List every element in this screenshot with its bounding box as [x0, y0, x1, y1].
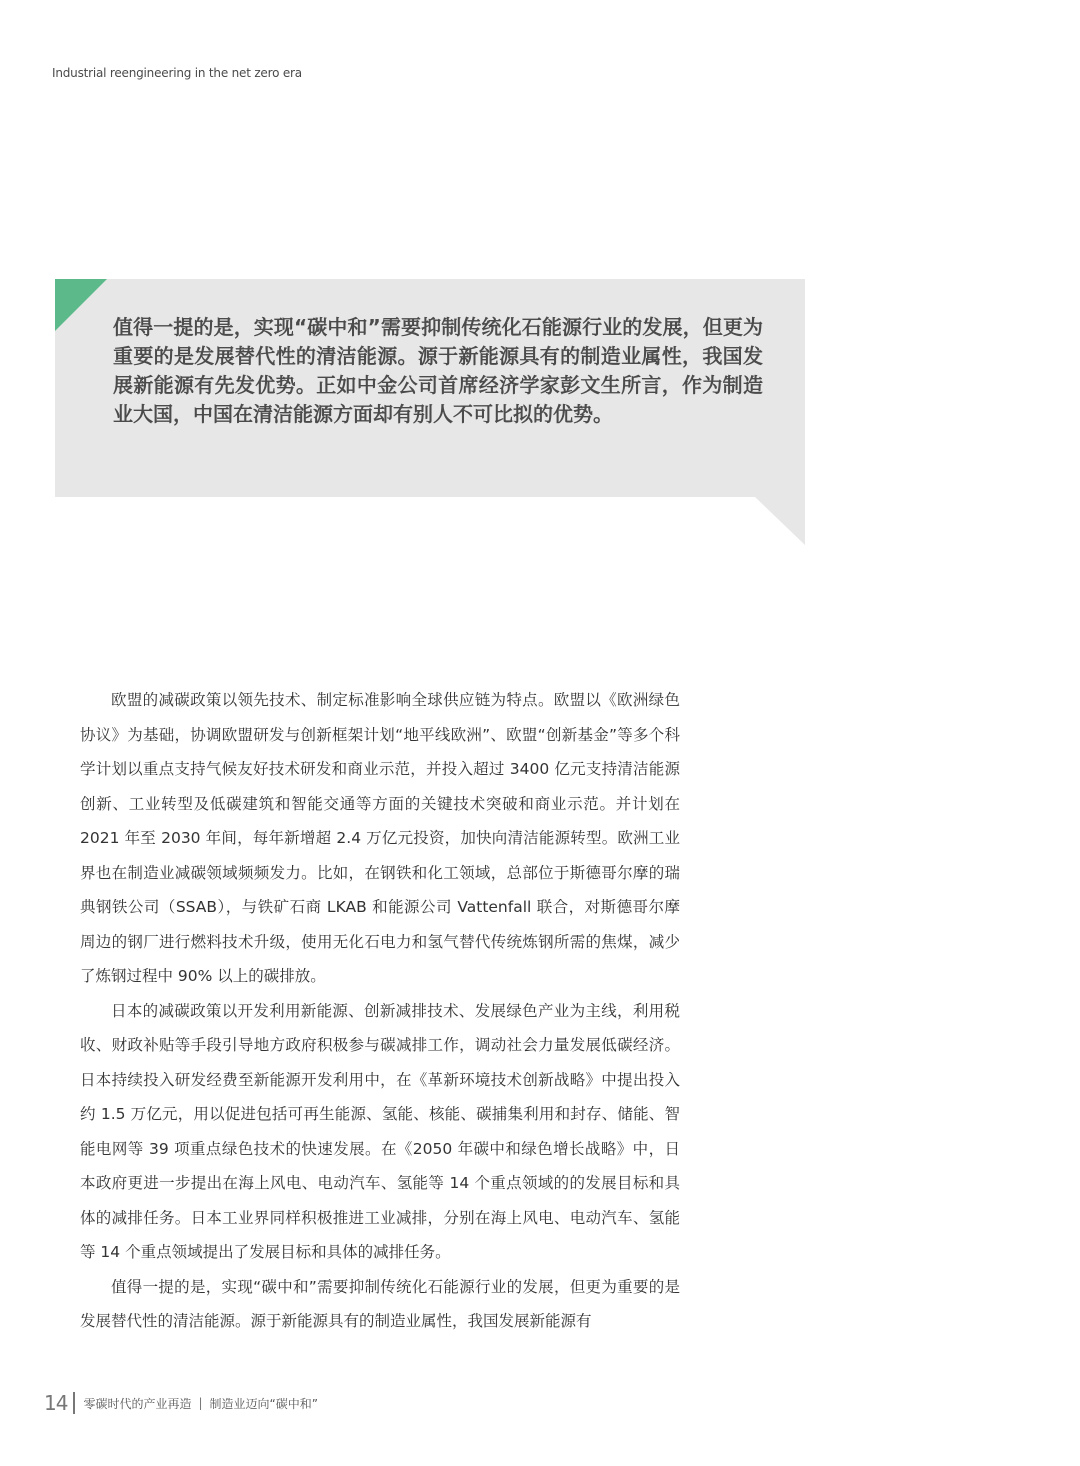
paragraph: 欧盟的减碳政策以领先技术、制定标准影响全球供应链为特点。欧盟以《欧洲绿色协议》为基础，协调欧盟研发与创新框架计划“地平线欧洲”、欧盟“创新基金”等多个科学计划以重点支持气候友好技术研发和商业示范，并投入超过 3400 亿元支持清洁能源创新、工业转型及低碳建筑和智能交通等方面的关键技术突破和商业示范。并计划在 2021 年至 2030 年间，每年新增超 2.4 万亿元投资，加快向清洁能源转型。欧洲工业界也在制造业减碳领域频频发力。比如，在钢铁和化工领域，总部位于斯德哥尔摩的瑞典钢铁公司（SSAB），与铁矿石商 LKAB 和能源公司 Vattenfall 联合，对斯德哥尔摩周边的钢厂进行燃料技术升级，使用无化石电力和氢气替代传统炼钢所需的焦煤，减少了炼钢过程中 90% 以上的碳排放。: [80, 691, 680, 985]
body-text: [80, 683, 680, 1339]
page-footer: [44, 1390, 318, 1416]
page-number: 14: [44, 1391, 68, 1415]
pull-quote-text: 值得一提的是，实现“碳中和”需要抑制传统化石能源行业的发展，但更为重要的是发展替代性的清洁能源。源于新能源具有的制造业属性，我国发展新能源有先发优势。正如中金公司首席经济学家彭文生所言，作为制造业大国，中国在清洁能源方面却有别人不可比拟的优势。: [113, 315, 763, 426]
paragraph: 值得一提的是，实现“碳中和”需要抑制传统化石能源行业的发展，但更为重要的是发展替代性的清洁能源。源于新能源具有的制造业属性，我国发展新能源有: [80, 1277, 680, 1330]
footer-chapter-title: 制造业迈向“碳中和”: [209, 1396, 318, 1411]
footer-separator: |: [198, 1396, 203, 1410]
running-header: Industrial reengineering in the net zero era: [52, 66, 302, 80]
footer-divider: [73, 1392, 75, 1414]
paragraph: 日本的减碳政策以开发利用新能源、创新减排技术、发展绿色产业为主线，利用税收、财政补贴等手段引导地方政府积极参与碳减排工作，调动社会力量发展低碳经济。日本持续投入研发经费至新能源开发利用中，在《革新环境技术创新战略》中提出投入约 1.5 万亿元，用以促进包括可再生能源、氢能、核能、碳捕集利用和封存、储能、智能电网等 39 项重点绿色技术的快速发展。在《2050 年碳中和绿色增长战略》中，日本政府更进一步提出在海上风电、电动汽车、氢能等 14 个重点领域的的发展目标和具体的减排任务。日本工业界同样积极推进工业减排，分别在海上风电、电动汽车、氢能等 14 个重点领域提出了发展目标和具体的减排任务。: [80, 1001, 680, 1261]
pull-quote: [55, 279, 805, 497]
footer-doc-title: 零碳时代的产业再造: [83, 1396, 192, 1411]
pull-quote-tail: [755, 497, 805, 545]
pull-quote-accent-triangle: [55, 279, 107, 331]
